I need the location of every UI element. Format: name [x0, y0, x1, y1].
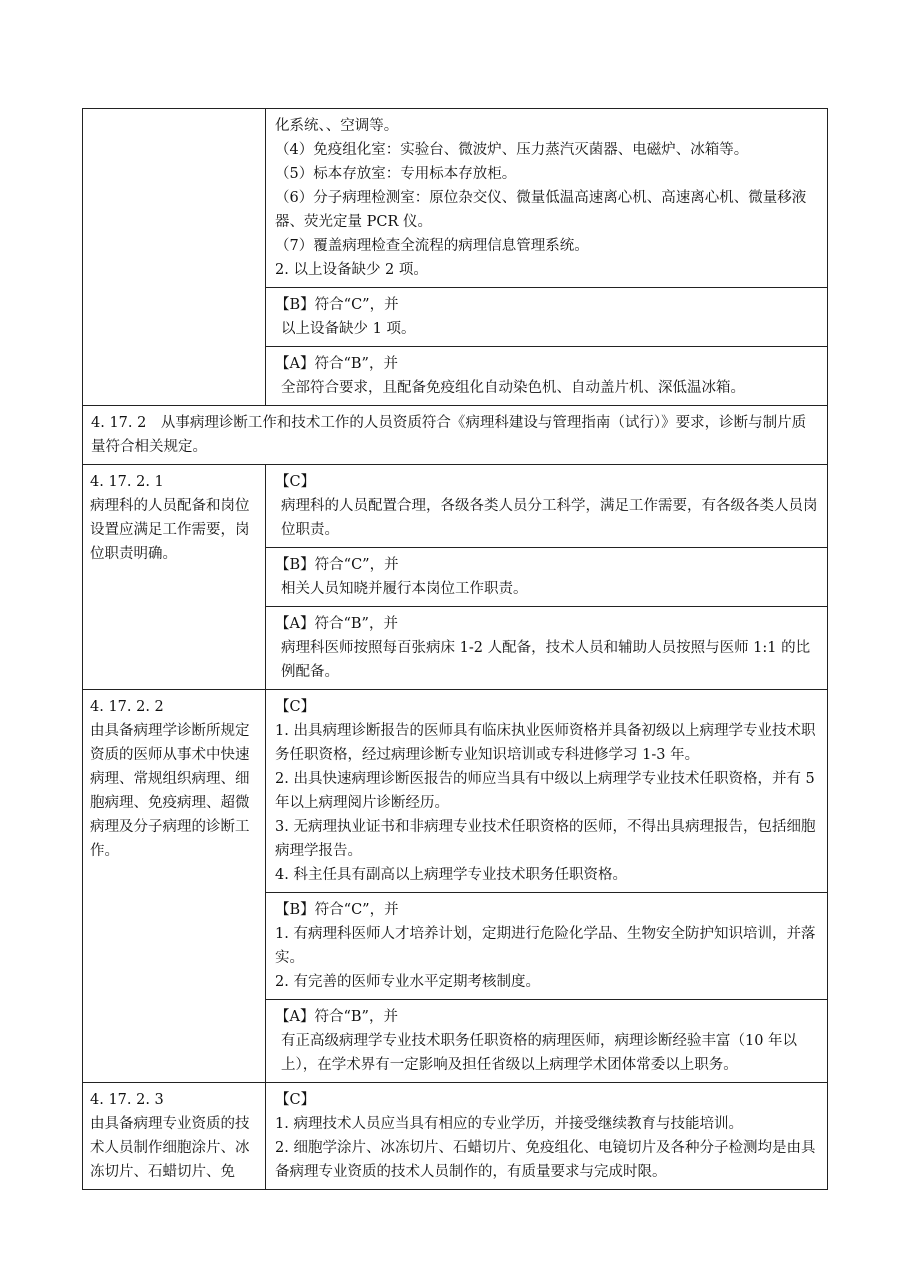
table-row: [83, 465, 828, 548]
section-heading-4-17-2: 4. 17. 2 从事病理诊断工作和技术工作的人员资质符合《病理科建设与管理指南（试行）》要求，诊断与制片质量符合相关规定。: [83, 406, 828, 465]
grade-a-cell: 【A】符合“B”，并 病理科医师按照每百张病床 1-2 人配备，技术人员和辅助人员按照与医师 1:1 的比例配备。: [266, 607, 828, 690]
standards-table: [82, 108, 828, 1190]
grade-b-cell: 【B】符合“C”，并 以上设备缺少 1 项。: [266, 288, 828, 347]
grade-b-cell: 【B】符合“C”，并 1. 有病理科医师人才培养计划，定期进行危险化学品、生物安全防护知识培训，并落实。 2. 有完善的医师专业水平定期考核制度。: [266, 893, 828, 1000]
criterion-cell-empty: [83, 109, 266, 406]
grade-c-cell: 【C】 1. 出具病理诊断报告的医师具有临床执业医师资格并具备初级以上病理学专业技术职务任职资格，经过病理诊断专业知识培训或专科进修学习 1-3 年。 2. 出具快速病理诊断医报告的师应当具有中级以上病理学专业技术任职资格，并有 5 年以上病理阅片诊断经历。 3. 无病理执业证书和非病理专业技术任职资格的医师，不得出具病理报告，包括细胞病理学报告。 4. 科主任具有副高以上病理学专业技术职务任职资格。: [266, 690, 828, 893]
criterion-cell-4-17-2-1: 4. 17. 2. 1 病理科的人员配备和岗位设置应满足工作需要，岗位职责明确。: [83, 465, 266, 690]
grade-c-cell: 【C】 病理科的人员配置合理，各级各类人员分工科学，满足工作需要，有各级各类人员岗位职责。: [266, 465, 828, 548]
table-row: [83, 690, 828, 893]
grade-b-cell: 【B】符合“C”，并 相关人员知晓并履行本岗位工作职责。: [266, 548, 828, 607]
grade-c-cell: 化系统、、空调等。 （4）免疫组化室：实验台、微波炉、压力蒸汽灭菌器、电磁炉、冰箱等。 （5）标本存放室：专用标本存放柜。 （6）分子病理检测室：原位杂交仪、微量低温高速离心机、高速离心机、微量移液器、荧光定量 PCR 仪。 （7）覆盖病理检查全流程的病理信息管理系统。 2. 以上设备缺少 2 项。: [266, 109, 828, 288]
grade-a-cell: 【A】符合“B”，并 有正高级病理学专业技术职务任职资格的病理医师，病理诊断经验丰富（10 年以上），在学术界有一定影响及担任省级以上病理学术团体常委以上职务。: [266, 1000, 828, 1083]
table-row: [83, 1083, 828, 1190]
criterion-cell-4-17-2-2: 4. 17. 2. 2 由具备病理学诊断所规定资质的医师从事术中快速病理、常规组织病理、细胞病理、免疫病理、超微病理及分子病理的诊断工作。: [83, 690, 266, 1083]
table-row: [83, 109, 828, 288]
grade-c-cell: 【C】 1. 病理技术人员应当具有相应的专业学历，并接受继续教育与技能培训。 2. 细胞学涂片、冰冻切片、石蜡切片、免疫组化、电镜切片及各种分子检测均是由具备病理专业资质的技术人员制作的，有质量要求与完成时限。: [266, 1083, 828, 1190]
grade-a-cell: 【A】符合“B”，并 全部符合要求，且配备免疫组化自动染色机、自动盖片机、深低温冰箱。: [266, 347, 828, 406]
table-row: [83, 406, 828, 465]
criterion-cell-4-17-2-3: 4. 17. 2. 3 由具备病理专业资质的技术人员制作细胞涂片、冰冻切片、石蜡切片、免: [83, 1083, 266, 1190]
